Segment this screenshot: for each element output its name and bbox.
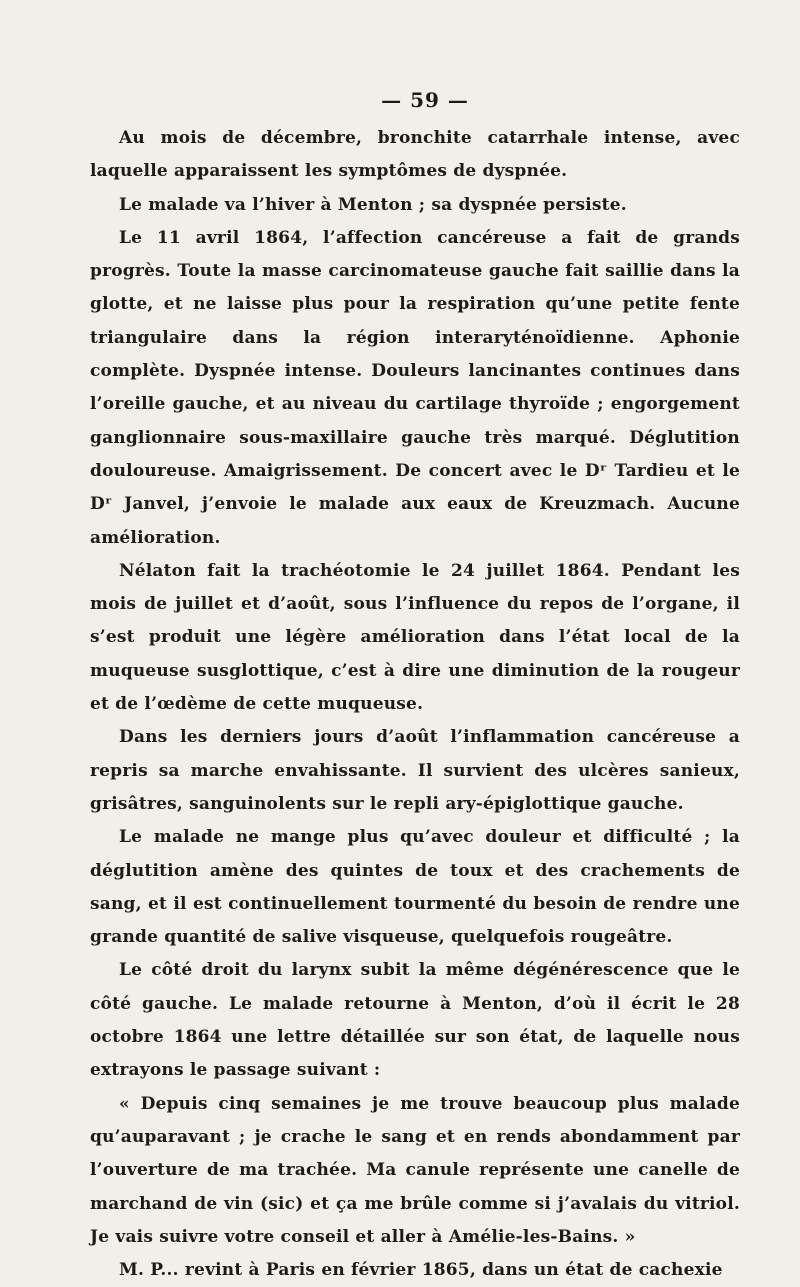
paragraph: Nélaton fait la trachéotomie le 24 juillet 1864. Pendant les mois de juillet et d’août, sous l’influence du repos de l’organe, il s’est produit une légère amélioration dans l’état local de la muqueuse susglottique, c’est à dire une diminution de la rougeur et de l’œdème de cette muqueuse. — [90, 560, 740, 715]
body-text — [90, 122, 740, 1287]
paragraph: Le malade va l’hiver à Menton ; sa dyspnée persiste. — [119, 194, 627, 215]
paragraph: Le 11 avril 1864, l’affection cancéreuse a fait de grands progrès. Toute la masse carcinomateuse gauche fait saillie dans la glotte, et ne laisse plus pour la respiration qu’une petite fente triangulaire dans la région interaryténoïdienne. Aphonie complète. Dyspnée intense. Douleurs lancinantes continues dans l’oreille gauche, et au niveau du cartilage thyroïde ; engorgement ganglionnaire sous-maxillaire gauche très marqué. Déglutition douloureuse. Amaigrissement. De concert avec le Dʳ Tardieu et le Dʳ Janvel, j’envoie le malade aux eaux de Kreuzmach. Aucune amélioration. — [90, 227, 740, 548]
paragraph: Dans les derniers jours d’août l’inflammation cancéreuse a repris sa marche envahissante. Il survient des ulcères sanieux, grisâtres, sanguinolents sur le repli ary-épiglottique gauche. — [90, 727, 740, 814]
paragraph: M. P... revint à Paris en février 1865, dans un état de cachexie — [119, 1260, 723, 1281]
paragraph: Au mois de décembre, bronchite catarrhale intense, avec laquelle apparaissent les symptômes de dyspnée. — [90, 128, 740, 182]
quoted-letter: « Depuis cinq semaines je me trouve beaucoup plus malade qu’auparavant ; je crache le sang et en rends abondamment par l’ouverture de ma trachée. Ma canule représente une canelle de marchand de vin (sic) et ça me brûle comme si j’avalais du vitriol. Je vais suivre votre conseil et aller à Amélie-les-Bains. » — [90, 1093, 740, 1247]
paragraph: Le malade ne mange plus qu’avec douleur et difficulté ; la déglutition amène des quintes de toux et des crachements de sang, et il est continuellement tourmenté du besoin de rendre une grande quantité de salive visqueuse, quelquefois rougeâtre. — [90, 827, 740, 948]
page-number: — 59 — — [381, 88, 469, 112]
paragraph: Le côté droit du larynx subit la même dégénérescence que le côté gauche. Le malade retourne à Menton, d’où il écrit le 28 octobre 1864 une lettre détaillée sur son état, de laquelle nous extrayons le passage suivant : — [90, 960, 740, 1081]
